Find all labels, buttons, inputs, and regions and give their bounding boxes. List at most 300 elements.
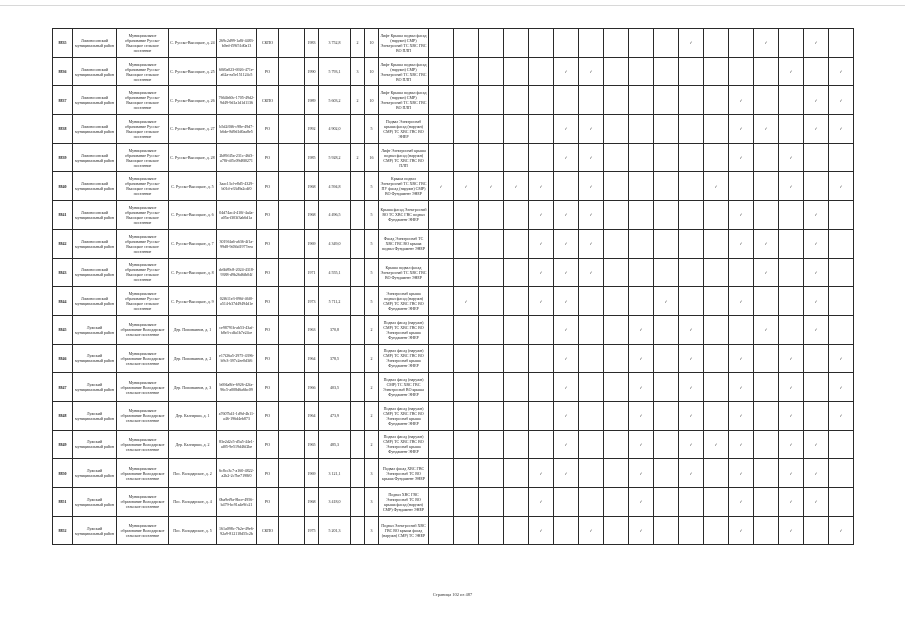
year-cell: 1964 [305, 401, 319, 430]
work-check-cell [729, 344, 754, 373]
work-check-cell [654, 143, 679, 172]
work-check-cell [754, 430, 779, 459]
ownership-form-cell: РО [257, 172, 279, 201]
work-check-cell [654, 373, 679, 402]
works-list-cell: Подвал фасад ХВС ГВС Электроснаб ТС ВО крыша Фундамент ЭНЕР [379, 459, 429, 488]
guid-cell: 269c2d99-1a8f-4483-b0ed-f59f51d0a13 [217, 29, 257, 58]
work-check-cell [629, 57, 654, 86]
work-check-cell [579, 344, 604, 373]
work-check-cell [579, 86, 604, 115]
settlement-cell: Муниципальное образование Володарское сельское поселение [117, 344, 169, 373]
ownership-form-cell: РО [257, 57, 279, 86]
row-id: 8852 [53, 516, 73, 545]
work-check-cell [729, 29, 754, 58]
checkmark-icon: ✓ [689, 384, 693, 390]
floors-cell [351, 459, 365, 488]
checkmark-icon: ✓ [639, 499, 643, 505]
checkmark-icon: ✓ [739, 384, 743, 390]
work-check-cell [554, 143, 579, 172]
blank-cell [279, 115, 305, 144]
work-check-cell [679, 488, 704, 517]
work-check-cell [454, 86, 479, 115]
work-check-cell [704, 172, 729, 201]
blank-cell [279, 401, 305, 430]
guid-cell: 6c8cc3c7-a160-4822-a2b2-2c7be7198f0 [217, 459, 257, 488]
checkmark-icon: ✓ [789, 69, 793, 75]
address-cell: С. Русско-Высоцкое, д. 26 [169, 86, 217, 115]
units-cell: 16 [365, 143, 379, 172]
work-check-cell [679, 29, 704, 58]
checkmark-icon: ✓ [739, 441, 743, 447]
work-check-cell [654, 172, 679, 201]
work-check-cell [454, 315, 479, 344]
work-check-cell [529, 57, 554, 86]
ownership-form-cell: РО [257, 229, 279, 258]
work-check-cell [529, 459, 554, 488]
units-cell: 5 [365, 258, 379, 287]
work-check-cell [554, 401, 579, 430]
work-check-cell [754, 115, 779, 144]
work-check-cell [704, 201, 729, 230]
work-check-cell [829, 57, 854, 86]
checkmark-icon: ✓ [639, 384, 643, 390]
guid-cell: dc6b89c8-2024-4318-9388-d9b26d6fb04f [217, 258, 257, 287]
floors-cell [351, 516, 365, 545]
works-list-cell: Подвал Электроснаб крыша фасад (наружн) СМР) ТС ХВС ГВС ВО ЭНЕР [379, 115, 429, 144]
work-check-cell [429, 29, 454, 58]
checkmark-icon: ✓ [589, 528, 593, 534]
year-cell: 1968 [305, 172, 319, 201]
work-check-cell [604, 488, 629, 517]
work-check-cell [729, 201, 754, 230]
work-check-cell [679, 57, 704, 86]
address-cell: С. Русско-Высоцкое, д. 24 [169, 29, 217, 58]
work-check-cell [679, 229, 704, 258]
works-list-cell: Фасад Электроснаб ТС ХВС ГВС ВО крыша подвал Фундамент ЭНЕР [379, 229, 429, 258]
work-check-cell [779, 201, 804, 230]
units-cell: 2 [365, 315, 379, 344]
work-check-cell [579, 172, 604, 201]
checkmark-icon: ✓ [839, 97, 843, 103]
table-row [53, 459, 854, 488]
work-check-cell [504, 115, 529, 144]
settlement-cell: Муниципальное образование Русско-Высоцкое сельское поселение [117, 172, 169, 201]
guid-cell: a7607b41-1d9d-4b11-a46-196d4eb873 [217, 401, 257, 430]
work-check-cell [454, 344, 479, 373]
work-check-cell [779, 373, 804, 402]
work-check-cell [779, 258, 804, 287]
work-check-cell [754, 86, 779, 115]
checkmark-icon: ✓ [564, 126, 568, 132]
work-check-cell [579, 258, 604, 287]
work-check-cell [704, 516, 729, 545]
checkmark-icon: ✓ [739, 212, 743, 218]
work-check-cell [629, 86, 654, 115]
work-check-cell [554, 516, 579, 545]
blank-cell [279, 172, 305, 201]
row-id: 8836 [53, 57, 73, 86]
work-check-cell [629, 430, 654, 459]
work-check-cell [504, 172, 529, 201]
work-check-cell [504, 315, 529, 344]
floors-cell [351, 315, 365, 344]
table-row [53, 258, 854, 287]
work-check-cell [429, 315, 454, 344]
work-check-cell [779, 29, 804, 58]
address-cell: С. Русско-Высоцкое, д. 5 [169, 172, 217, 201]
ownership-form-cell: РО [257, 315, 279, 344]
work-check-cell [704, 344, 729, 373]
work-check-cell [779, 172, 804, 201]
work-check-cell [654, 229, 679, 258]
checkmark-icon: ✓ [789, 355, 793, 361]
work-check-cell [454, 229, 479, 258]
blank-cell [279, 373, 305, 402]
work-check-cell [704, 57, 729, 86]
work-check-cell [779, 430, 804, 459]
row-id: 8840 [53, 172, 73, 201]
work-check-cell [554, 344, 579, 373]
guid-cell: 7664b60c-1705-49d2-9d49-9d1a1d1d1136 [217, 86, 257, 115]
guid-cell: ce98791b-ab53-43af-b8e3-cdfa1b7e24ce [217, 315, 257, 344]
district-cell: Лужский муниципальный район [73, 516, 117, 545]
blank-cell [279, 516, 305, 545]
work-check-cell [654, 201, 679, 230]
work-check-cell [804, 115, 829, 144]
table-row [53, 488, 854, 517]
work-check-cell [604, 258, 629, 287]
table-row [53, 315, 854, 344]
work-check-cell [504, 29, 529, 58]
row-id: 8843 [53, 258, 73, 287]
row-id: 8850 [53, 459, 73, 488]
work-check-cell [529, 287, 554, 316]
work-check-cell [529, 29, 554, 58]
work-check-cell [504, 516, 529, 545]
checkmark-icon: ✓ [689, 40, 693, 46]
checkmark-icon: ✓ [814, 327, 818, 333]
work-check-cell [604, 287, 629, 316]
table-row [53, 172, 854, 201]
work-check-cell [804, 401, 829, 430]
settlement-cell: Муниципальное образование Володарское сельское поселение [117, 430, 169, 459]
guid-cell: e17f26a5-2975-4396-b9c3-397c2ee0d3f6 [217, 344, 257, 373]
work-check-cell [629, 29, 654, 58]
work-check-cell [604, 344, 629, 373]
work-check-cell [629, 229, 654, 258]
area-cell: 5 711,2 [319, 287, 351, 316]
work-check-cell [629, 373, 654, 402]
floors-cell [351, 115, 365, 144]
work-check-cell [479, 315, 504, 344]
work-check-cell [729, 57, 754, 86]
work-check-cell [779, 315, 804, 344]
floors-cell [351, 201, 365, 230]
year-cell: 1975 [305, 516, 319, 545]
settlement-cell: Муниципальное образование Русско-Высоцкое сельское поселение [117, 143, 169, 172]
work-check-cell [504, 401, 529, 430]
work-check-cell [829, 143, 854, 172]
work-check-cell [754, 315, 779, 344]
checkmark-icon: ✓ [739, 413, 743, 419]
checkmark-icon: ✓ [539, 298, 543, 304]
guid-cell: 60f0a023-6926-471e-a62a-ea5e151124c5 [217, 57, 257, 86]
checkmark-icon: ✓ [739, 499, 743, 505]
work-check-cell [654, 57, 679, 86]
area-cell: 485,3 [319, 430, 351, 459]
area-cell: 4 349,0 [319, 229, 351, 258]
settlement-cell: Муниципальное образование Володарское сельское поселение [117, 315, 169, 344]
row-id: 8842 [53, 229, 73, 258]
work-check-cell [829, 258, 854, 287]
work-check-cell [579, 516, 604, 545]
settlement-cell: Муниципальное образование Русско-Высоцкое сельское поселение [117, 201, 169, 230]
works-list-cell: Подвал Электроснаб ХВС ГВС ВО крыша фасад (наружн) СМР) ТС ЭНЕР [379, 516, 429, 545]
checkmark-icon: ✓ [539, 241, 543, 247]
work-check-cell [829, 488, 854, 517]
works-list-cell: Подвал фасад (наружн) СМР) ТС ХВС ГВС Электроснаб ВО крыша Фундамент ЭНЕР [379, 373, 429, 402]
checkmark-icon: ✓ [564, 212, 568, 218]
work-check-cell [429, 86, 454, 115]
checkmark-icon: ✓ [789, 470, 793, 476]
work-check-cell [579, 57, 604, 86]
address-cell: Дер. Калгирши, д. 2 [169, 430, 217, 459]
work-check-cell [529, 344, 554, 373]
row-id: 8844 [53, 287, 73, 316]
checkmark-icon: ✓ [439, 183, 443, 189]
work-check-cell [804, 201, 829, 230]
ownership-form-cell: РО [257, 373, 279, 402]
floors-cell [351, 258, 365, 287]
row-id: 8837 [53, 86, 73, 115]
ownership-form-cell: РО [257, 143, 279, 172]
floors-cell [351, 430, 365, 459]
works-list-cell: Подвал фасад (наружн) СМР) ТС ХВС ГВС ВО Электроснаб крыша Фундамент ЭНЕР [379, 315, 429, 344]
work-check-cell [579, 315, 604, 344]
checkmark-icon: ✓ [589, 269, 593, 275]
checkmark-icon: ✓ [689, 355, 693, 361]
checkmark-icon: ✓ [789, 384, 793, 390]
work-check-cell [529, 315, 554, 344]
work-check-cell [579, 373, 604, 402]
blank-cell [279, 29, 305, 58]
work-check-cell [529, 115, 554, 144]
work-check-cell [454, 57, 479, 86]
work-check-cell [629, 459, 654, 488]
address-cell: С. Русско-Высоцкое, д. 28 [169, 143, 217, 172]
area-cell: 5 928,2 [319, 143, 351, 172]
blank-cell [279, 86, 305, 115]
district-cell: Лужский муниципальный район [73, 459, 117, 488]
blank-cell [279, 344, 305, 373]
work-check-cell [829, 287, 854, 316]
work-check-cell [754, 143, 779, 172]
district-cell: Лужский муниципальный район [73, 315, 117, 344]
checkmark-icon: ✓ [789, 499, 793, 505]
address-cell: Дер. Поповкинов, д. 2 [169, 344, 217, 373]
table-row [53, 344, 854, 373]
district-cell: Ломоносовский муниципальный район [73, 57, 117, 86]
checkmark-icon: ✓ [739, 470, 743, 476]
work-check-cell [604, 143, 629, 172]
work-check-cell [729, 143, 754, 172]
area-cell: 378,5 [319, 344, 351, 373]
work-check-cell [779, 287, 804, 316]
checkmark-icon: ✓ [814, 126, 818, 132]
work-check-cell [579, 201, 604, 230]
blank-cell [279, 229, 305, 258]
ownership-form-cell: СКПО [257, 86, 279, 115]
district-cell: Ломоносовский муниципальный район [73, 201, 117, 230]
work-check-cell [704, 143, 729, 172]
work-check-cell [504, 143, 529, 172]
floors-cell [351, 172, 365, 201]
work-check-cell [479, 373, 504, 402]
work-check-cell [479, 459, 504, 488]
work-check-cell [554, 86, 579, 115]
ownership-form-cell: СКПО [257, 29, 279, 58]
work-check-cell [804, 29, 829, 58]
blank-cell [279, 287, 305, 316]
work-check-cell [679, 201, 704, 230]
work-check-cell [679, 258, 704, 287]
work-check-cell [679, 315, 704, 344]
work-check-cell [579, 29, 604, 58]
page-footer: Страница 102 из 487 [432, 592, 473, 597]
checkmark-icon: ✓ [639, 327, 643, 333]
work-check-cell [804, 459, 829, 488]
work-check-cell [604, 57, 629, 86]
checkmark-icon: ✓ [739, 97, 743, 103]
work-check-cell [804, 86, 829, 115]
settlement-cell: Муниципальное образование Русско-Высоцкое сельское поселение [117, 229, 169, 258]
work-check-cell [829, 459, 854, 488]
works-list-cell: Электроснаб крыша подвал фасад (наружн) СМР) ТС ХВС ГВС ВО Фундамент ЭНЕР [379, 287, 429, 316]
work-check-cell [479, 172, 504, 201]
work-check-cell [504, 287, 529, 316]
district-cell: Лужский муниципальный район [73, 488, 117, 517]
work-check-cell [729, 430, 754, 459]
checkmark-icon: ✓ [764, 126, 768, 132]
work-check-cell [829, 201, 854, 230]
row-id: 8851 [53, 488, 73, 517]
checkmark-icon: ✓ [539, 499, 543, 505]
work-check-cell [429, 143, 454, 172]
work-check-cell [754, 201, 779, 230]
district-cell: Лужский муниципальный район [73, 373, 117, 402]
work-check-cell [729, 401, 754, 430]
work-check-cell [429, 488, 454, 517]
area-cell: 370,8 [319, 315, 351, 344]
floors-cell: 2 [351, 143, 365, 172]
work-check-cell [604, 29, 629, 58]
work-check-cell [579, 488, 604, 517]
checkmark-icon: ✓ [639, 441, 643, 447]
work-check-cell [779, 488, 804, 517]
work-check-cell [804, 344, 829, 373]
guid-cell: 3aac13cf-e8d5-4329-b01d-e33d9a2cdf0 [217, 172, 257, 201]
district-cell: Лужский муниципальный район [73, 344, 117, 373]
checkmark-icon: ✓ [839, 69, 843, 75]
checkmark-icon: ✓ [639, 470, 643, 476]
work-check-cell [804, 258, 829, 287]
work-check-cell [429, 344, 454, 373]
guid-cell: 161a098c-7b2e-49e6-92a9-812118d55c2b [217, 516, 257, 545]
work-check-cell [454, 29, 479, 58]
work-check-cell [829, 115, 854, 144]
work-check-cell [604, 86, 629, 115]
work-check-cell [454, 488, 479, 517]
district-cell: Ломоносовский муниципальный район [73, 258, 117, 287]
work-check-cell [604, 315, 629, 344]
floors-cell [351, 229, 365, 258]
ownership-form-cell: РО [257, 344, 279, 373]
work-check-cell [454, 401, 479, 430]
work-check-cell [829, 29, 854, 58]
address-cell: Пос. Володарское, д. 4 [169, 488, 217, 517]
table-row [53, 373, 854, 402]
settlement-cell: Муниципальное образование Русско-Высоцкое сельское поселение [117, 86, 169, 115]
checkmark-icon: ✓ [564, 470, 568, 476]
work-check-cell [779, 143, 804, 172]
district-cell: Ломоносовский муниципальный район [73, 29, 117, 58]
work-check-cell [554, 430, 579, 459]
year-cell: 1968 [305, 488, 319, 517]
checkmark-icon: ✓ [539, 212, 543, 218]
work-check-cell [804, 287, 829, 316]
settlement-cell: Муниципальное образование Русско-Высоцкое сельское поселение [117, 115, 169, 144]
checkmark-icon: ✓ [689, 441, 693, 447]
work-check-cell [629, 315, 654, 344]
checkmark-icon: ✓ [514, 183, 518, 189]
work-check-cell [804, 229, 829, 258]
guid-cell: 83e2d2c5-d5a5-44e1-af05-9e519d46f2be [217, 430, 257, 459]
checkmark-icon: ✓ [689, 413, 693, 419]
guid-cell: b694a8fe-6926-42fa-96c5-a008d6a6bc09 [217, 373, 257, 402]
ownership-form-cell: РО [257, 115, 279, 144]
checkmark-icon: ✓ [839, 355, 843, 361]
work-check-cell [654, 401, 679, 430]
work-check-cell [754, 258, 779, 287]
floors-cell: 3 [351, 57, 365, 86]
units-cell: 3 [365, 516, 379, 545]
address-cell: Пос. Володарское, д. 2 [169, 459, 217, 488]
guid-cell: 2b89f45a-231c-46f3-a78f-df5c09d8f0271 [217, 143, 257, 172]
work-check-cell [804, 143, 829, 172]
work-check-cell [679, 516, 704, 545]
table-row [53, 287, 854, 316]
units-cell: 10 [365, 57, 379, 86]
checkmark-icon: ✓ [564, 155, 568, 161]
work-check-cell [779, 115, 804, 144]
blank-cell [279, 258, 305, 287]
work-check-cell [479, 344, 504, 373]
work-check-cell [504, 344, 529, 373]
work-check-cell [529, 229, 554, 258]
floors-cell [351, 287, 365, 316]
checkmark-icon: ✓ [839, 384, 843, 390]
area-cell: 3 418,0 [319, 488, 351, 517]
work-check-cell [679, 86, 704, 115]
settlement-cell: Муниципальное образование Володарское сельское поселение [117, 488, 169, 517]
year-cell: 1966 [305, 373, 319, 402]
work-check-cell [429, 172, 454, 201]
work-check-cell [504, 488, 529, 517]
settlement-cell: Муниципальное образование Русско-Высоцкое сельское поселение [117, 287, 169, 316]
checkmark-icon: ✓ [814, 241, 818, 247]
year-cell: 1990 [305, 57, 319, 86]
row-id: 8835 [53, 29, 73, 58]
